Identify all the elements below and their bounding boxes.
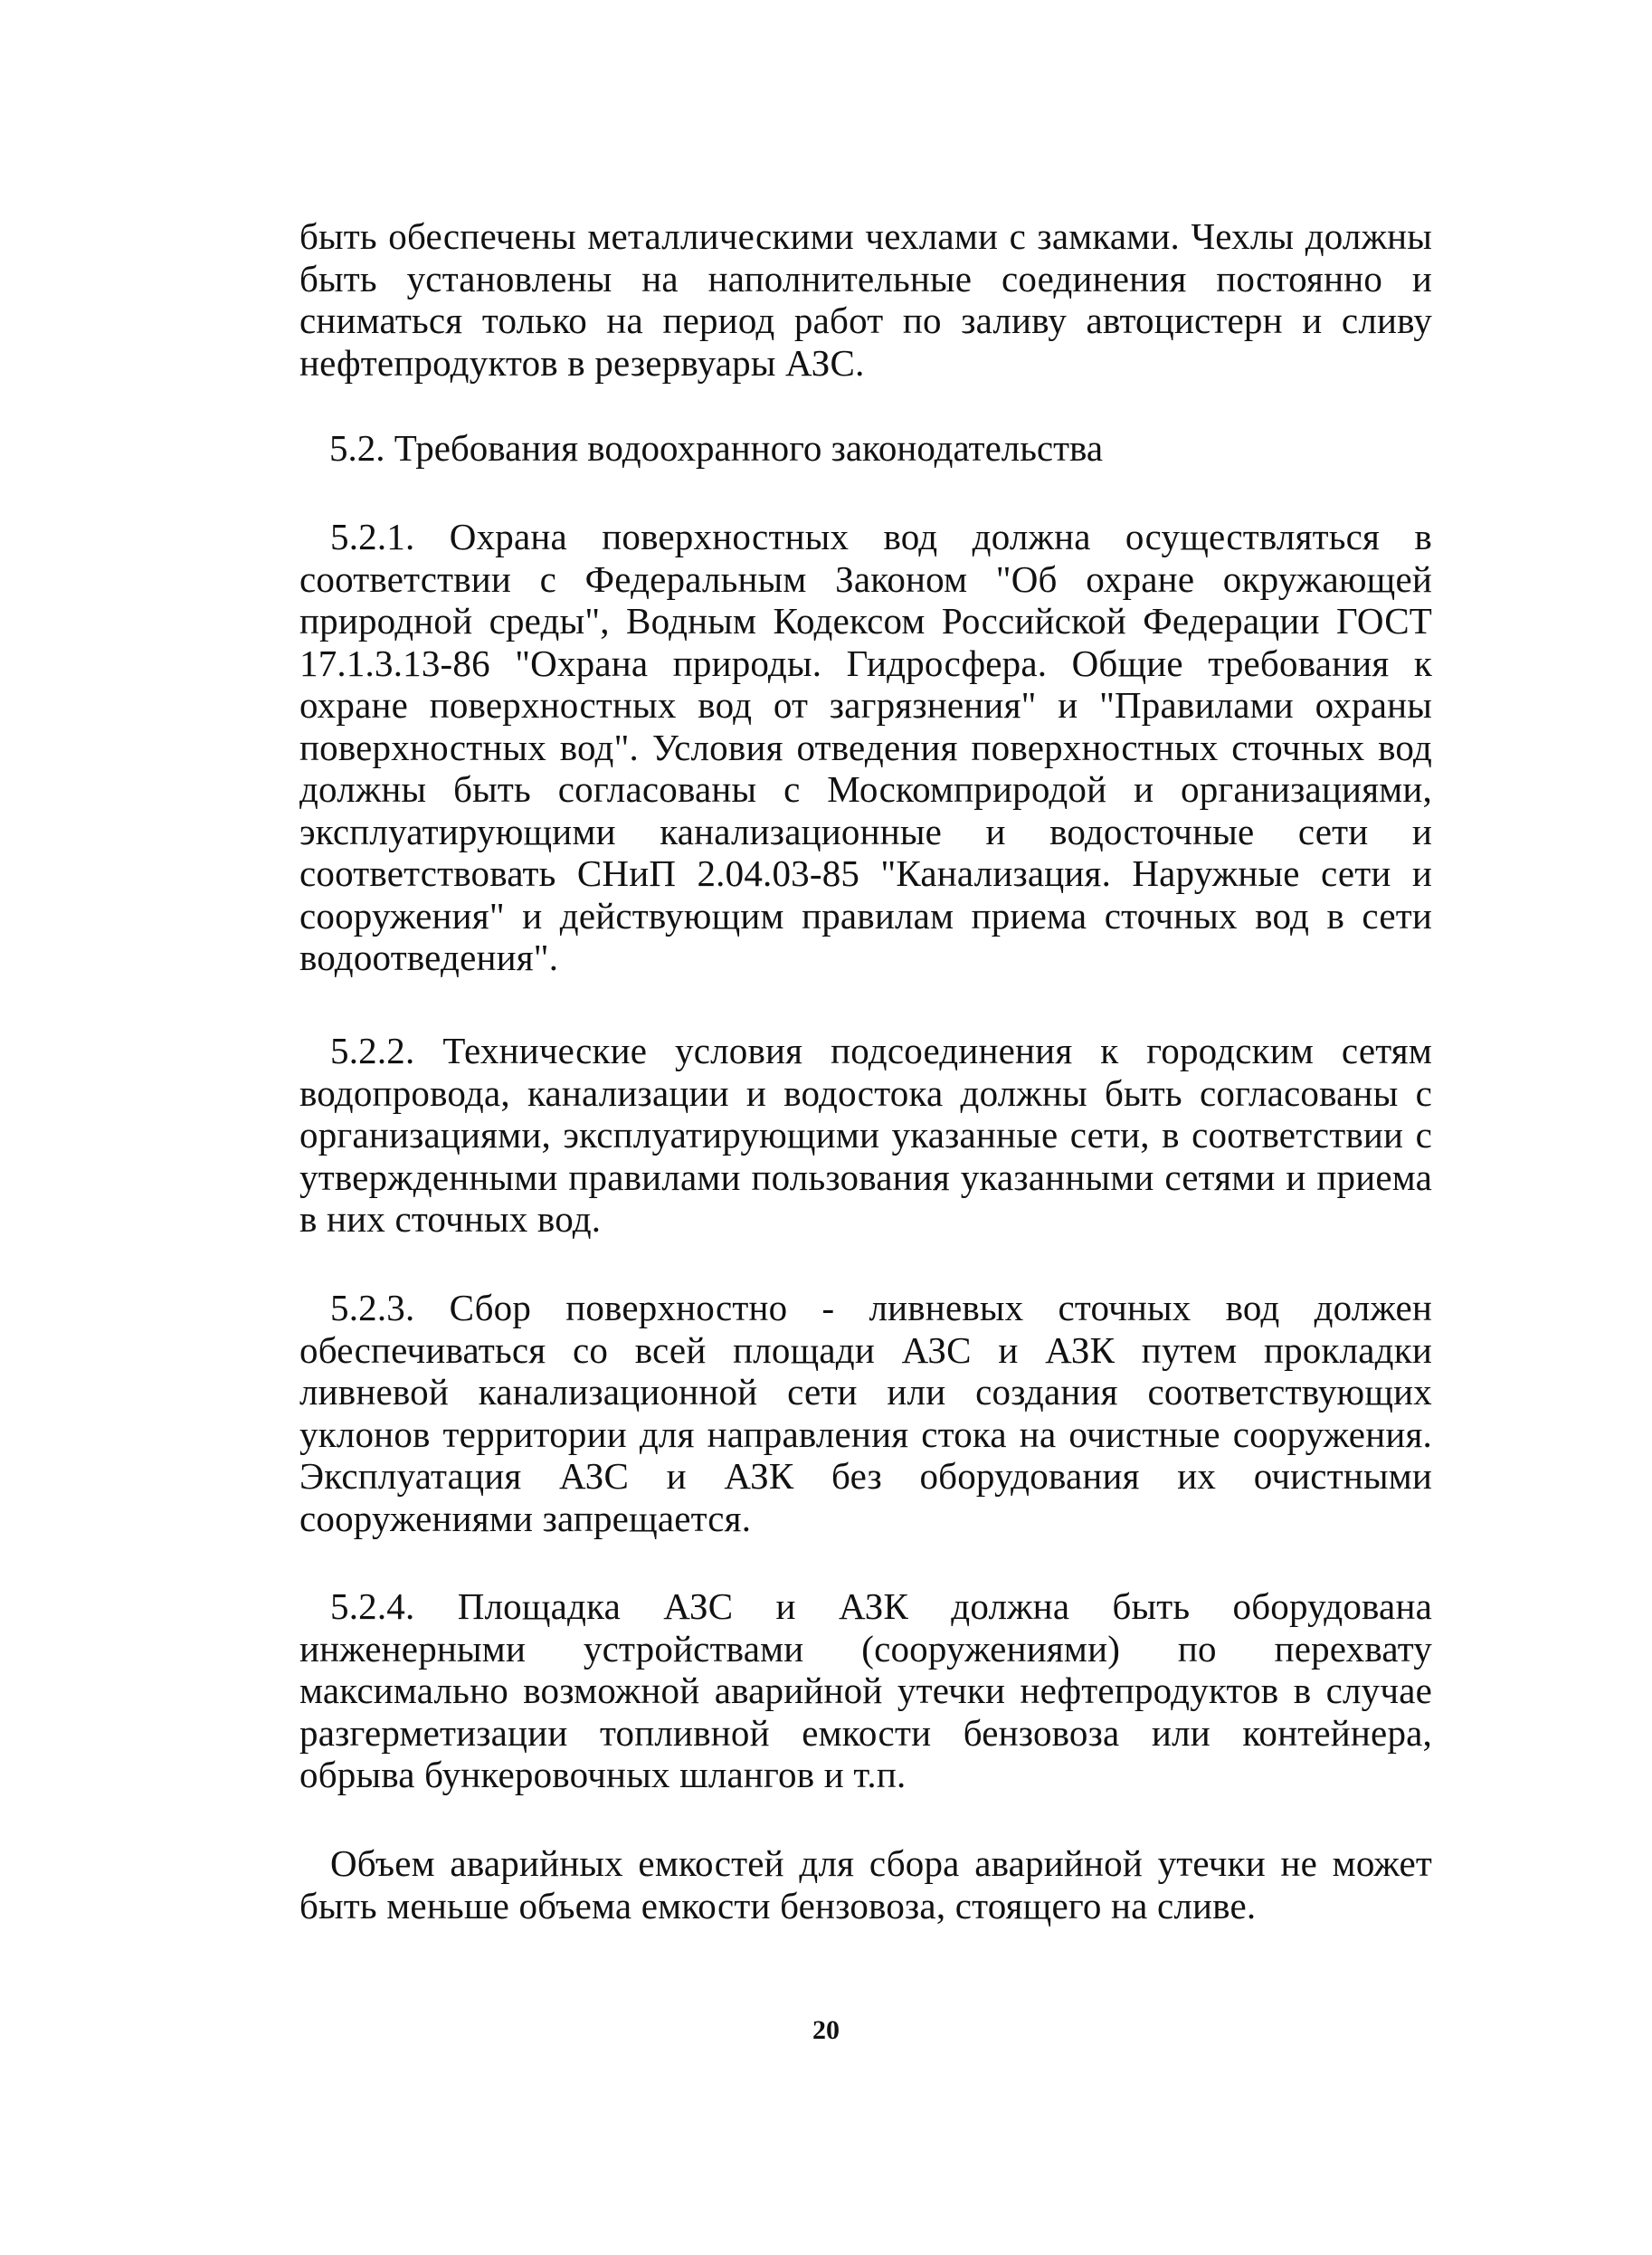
paragraph-continuation: быть обеспечены металлическими чехлами с замками. Чехлы должны быть установлены на наполнительные соединения постоянно и сниматься только на период работ по заливу автоцистерн и сливу нефтепродуктов в резервуары АЗС.	[299, 215, 1432, 384]
paragraph-5-2-1: 5.2.1. Охрана поверхностных вод должна осуществляться в соответствии с Федеральным Законом "Об охране окружающей природной среды", Водным Кодексом Российской Федерации ГОСТ 17.1.3.13-86 "Охрана природы. Гидросфера. Общие требования к охране поверхностных вод от загрязнения" и "Правилами охраны поверхностных вод". Условия отведения поверхностных сточных вод должны быть согласованы с Москомприродой и организациями, эксплуатирующими канализационные и водосточные сети и соответствовать СНиП 2.04.03-85 "Канализация. Наружные сети и сооружения" и действующим правилам приема сточных вод в сети водоотведения".	[299, 516, 1432, 978]
paragraph-5-2-2: 5.2.2. Технические условия подсоединения к городским сетям водопровода, канализации и водостока должны быть согласованы с организациями, эксплуатирующими указанные сети, в соответствии с утвержденными правилами пользования указанными сетями и приема в них сточных вод.	[299, 1030, 1432, 1240]
paragraph-5-2-4: 5.2.4. Площадка АЗС и АЗК должна быть оборудована инженерными устройствами (сооружениями) по перехвату максимально возможной аварийной утечки нефтепродуктов в случае разгерметизации топливной емкости бензовоза или контейнера, обрыва бункеровочных шлангов и т.п.	[299, 1585, 1432, 1795]
paragraph-emergency-capacity: Объем аварийных емкостей для сбора аварийной утечки не может быть меньше объема емкости бензовоза, стоящего на сливе.	[299, 1842, 1432, 1927]
paragraph-5-2-3: 5.2.3. Сбор поверхностно - ливневых сточных вод должен обеспечиваться со всей площади АЗС и АЗК путем прокладки ливневой канализационной сети или создания соответствующих уклонов территории для направления стока на очистные сооружения. Эксплуатация АЗС и АЗК без оборудования их очистными сооружениями запрещается.	[299, 1287, 1432, 1539]
page-number: 20	[812, 2015, 840, 2045]
section-heading: 5.2. Требования водоохранного законодательства	[329, 427, 1104, 469]
